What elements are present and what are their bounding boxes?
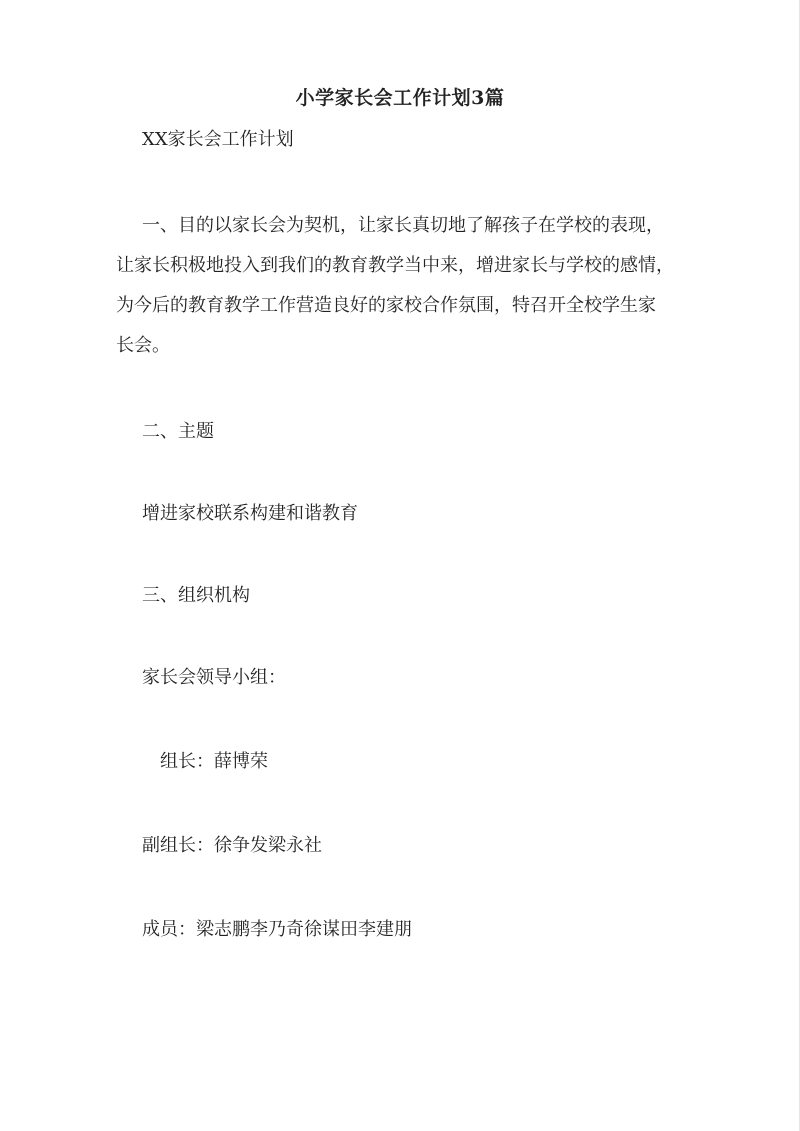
section3-heading: 三、组织机构 [142, 585, 250, 606]
section1-paragraph [116, 206, 706, 366]
section1-line: 一、目的以家长会为契机，让家长真切地了解孩子在学校的表现， [142, 215, 664, 236]
section1-line: 为今后的教育教学工作营造良好的家校合作氛围，特召开全校学生家 [116, 295, 656, 316]
section1-line: 让家长积极地投入到我们的教育教学当中来，增进家长与学校的感情， [116, 255, 674, 276]
document-subtitle: XX家长会工作计划 [142, 129, 294, 150]
section2-heading: 二、主题 [142, 421, 214, 442]
group-members: 成员：梁志鹏李乃奇徐谋田李建朋 [142, 919, 412, 940]
section1-line: 长会。 [116, 335, 170, 356]
document-title: 小学家长会工作计划3篇 [295, 87, 505, 109]
section2-body: 增进家校联系构建和谐教育 [142, 503, 358, 524]
leadership-group-label: 家长会领导小组： [142, 667, 286, 688]
vice-group-leader: 副组长：徐争发梁永社 [142, 835, 322, 856]
group-leader: 组长：薛博荣 [160, 751, 268, 772]
